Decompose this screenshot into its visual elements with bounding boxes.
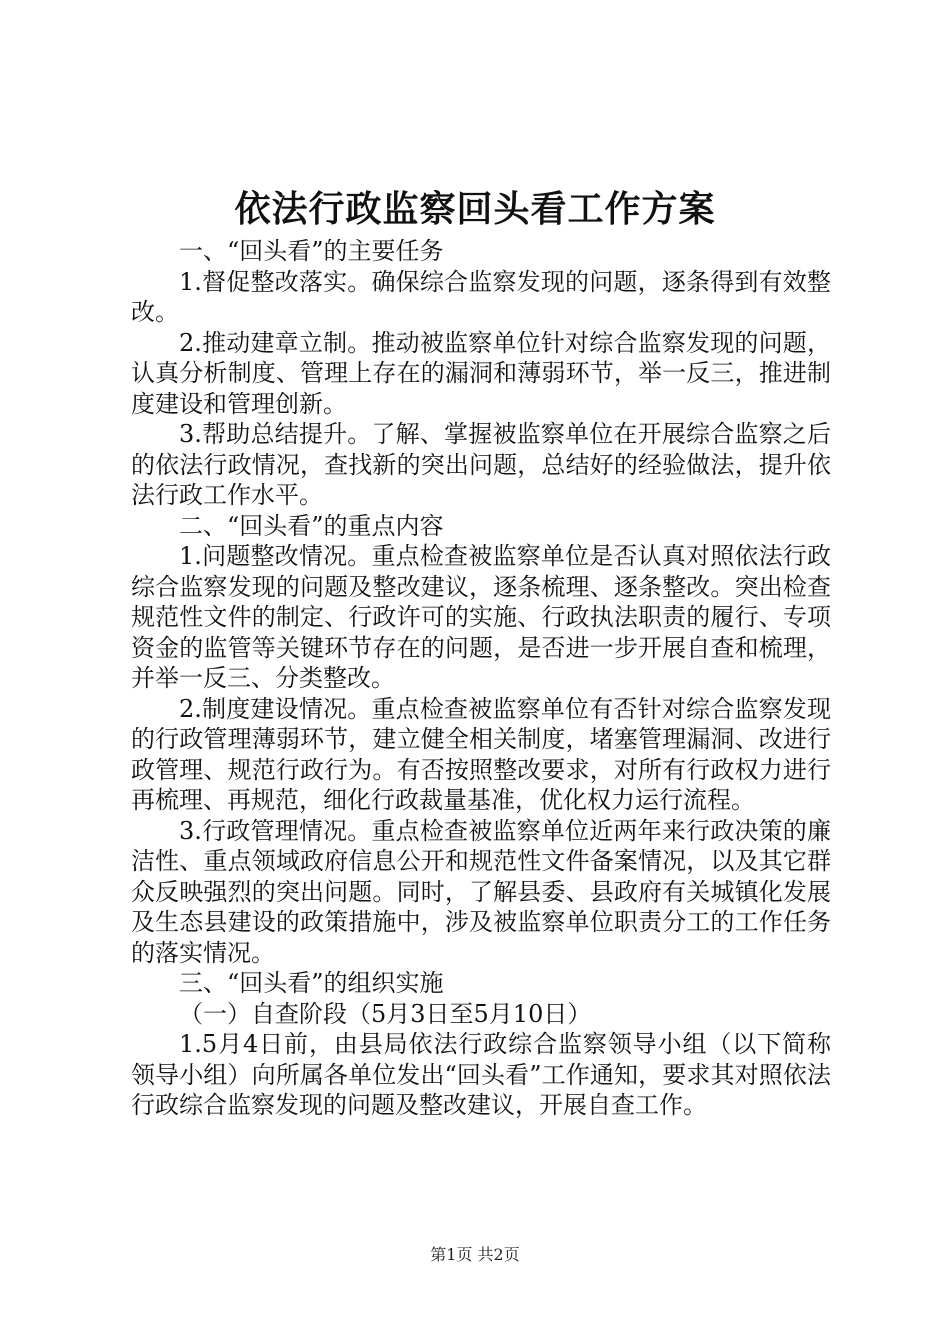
subsection-heading-1: （一）自查阶段（5月3日至5月10日） <box>179 999 592 1028</box>
paragraph-content-3: 3.行政管理情况。重点检查被监察单位近两年来行政决策的廉洁性、重点领域政府信息公开和规范性文件备案情况，以及其它群众反映强烈的突出问题。同时，了解县委、县政府有关城镇化发展及生态县建设的政策措施中，涉及被监察单位职责分工的工作任务的落实情况。 <box>131 816 831 967</box>
document-body <box>131 236 831 1121</box>
paragraph-task-1: 1.督促整改落实。确保综合监察发现的问题，逐条得到有效整改。 <box>131 267 831 326</box>
paragraph-content-2: 2.制度建设情况。重点检查被监察单位有否针对综合监察发现的行政管理薄弱环节，建立健全相关制度，堵塞管理漏洞、改进行政管理、规范行政行为。有否按照整改要求，对所有行政权力进行再梳理、再规范，细化行政裁量基准，优化权力运行流程。 <box>131 694 831 814</box>
document-title: 依法行政监察回头看工作方案 <box>234 188 716 230</box>
paragraph-task-3: 3.帮助总结提升。了解、掌握被监察单位在开展综合监察之后的依法行政情况，查找新的突出问题，总结好的经验做法，提升依法行政工作水平。 <box>131 420 831 509</box>
paragraph-content-1: 1.问题整改情况。重点检查被监察单位是否认真对照依法行政综合监察发现的问题及整改建议，逐条梳理、逐条整改。突出检查规范性文件的制定、行政许可的实施、行政执法职责的履行、专项资金的监管等关键环节存在的问题，是否进一步开展自查和梳理，并举一反三、分类整改。 <box>131 542 831 692</box>
section-heading-1: 一、“回头看”的主要任务 <box>179 237 444 265</box>
paragraph-task-2: 2.推动建章立制。推动被监察单位针对综合监察发现的问题，认真分析制度、管理上存在的漏洞和薄弱环节，举一反三，推进制度建设和管理创新。 <box>131 328 831 418</box>
section-heading-2: 二、“回头看”的重点内容 <box>179 511 444 540</box>
section-heading-3: 三、“回头看”的组织实施 <box>179 969 444 997</box>
paragraph-implementation-1: 1.5月4日前，由县局依法行政综合监察领导小组（以下简称领导小组）向所属各单位发出“回头看”工作通知，要求其对照依法行政综合监察发现的问题及整改建议，开展自查工作。 <box>131 1030 831 1119</box>
page-footer: 第1页 共2页 <box>430 1245 520 1264</box>
